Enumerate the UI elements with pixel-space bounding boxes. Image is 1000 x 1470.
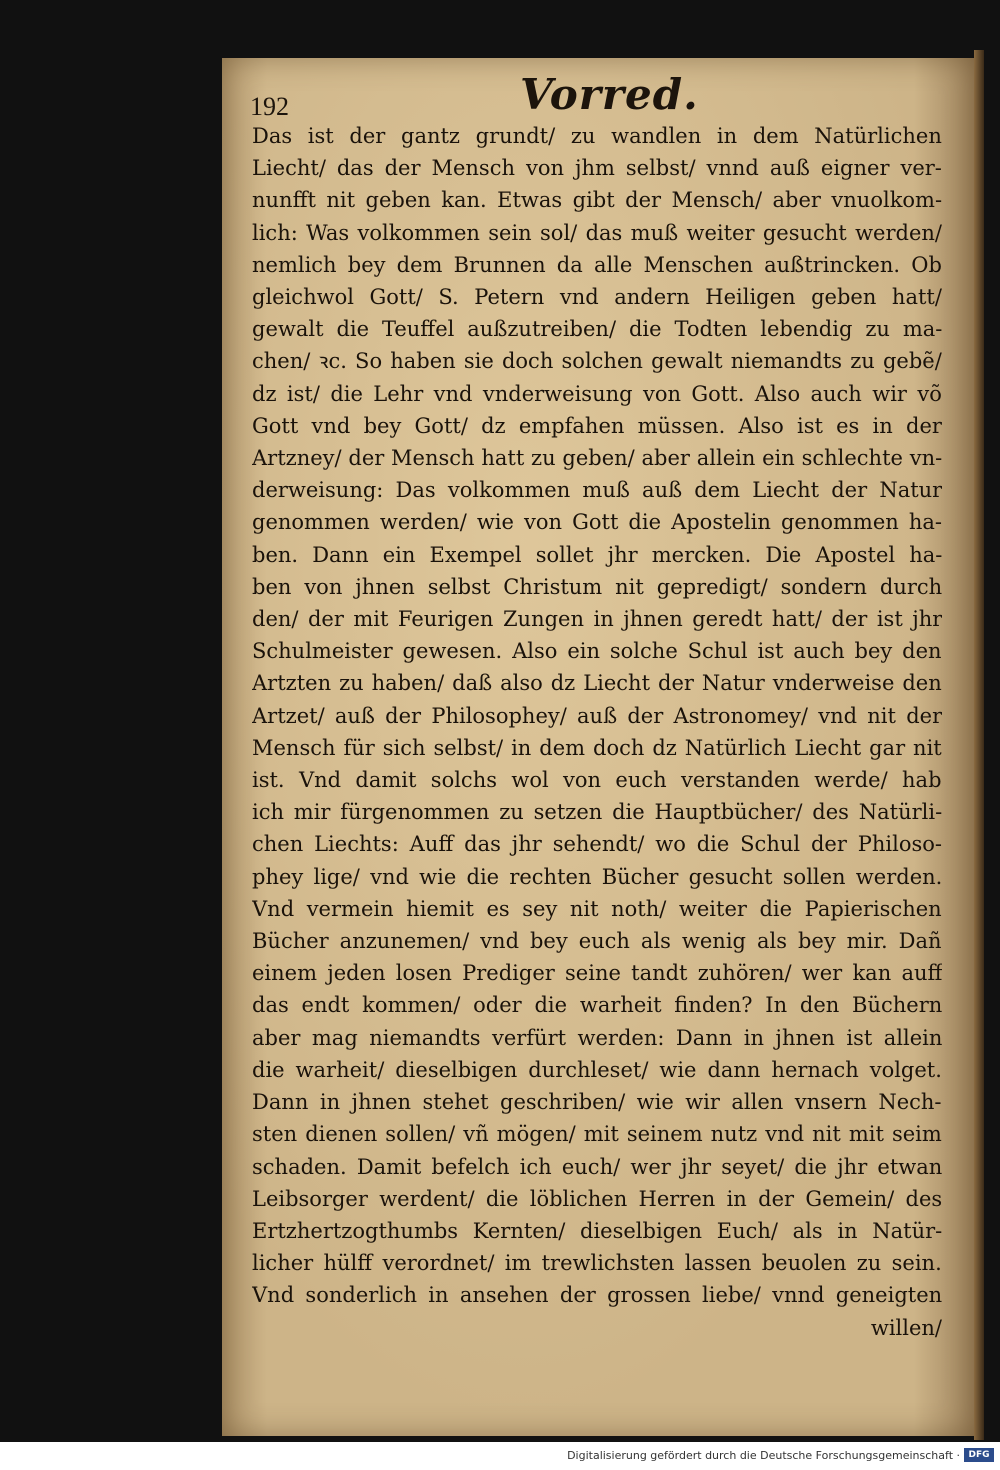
- funding-notice: Digitalisierung gefördert durch die Deutsche Forschungsgemeinschaft ·: [567, 1449, 960, 1462]
- dfg-logo: DFG: [964, 1448, 994, 1462]
- text-line: Bücher anzunemen/ vnd bey euch als wenig als bey mir. Dañ: [252, 929, 942, 954]
- text-line: Mensch für sich selbst/ in dem doch dz Natürlich Liecht gar nit: [252, 735, 942, 760]
- text-line: nemlich bey dem Brunnen da alle Menschen außtrincken. Ob: [252, 252, 942, 277]
- text-line: Ertzhertzogthumbs Kernten/ dieselbigen Euch/ als in Natür-: [252, 1218, 942, 1243]
- text-line: das endt kommen/ oder die warheit finden? In den Büchern: [252, 993, 942, 1018]
- text-line: genommen werden/ wie von Gott die Apostelin genommen ha-: [252, 510, 942, 535]
- text-line: chen Liechts: Auff das jhr sehendt/ wo die Schul der Philoso-: [252, 832, 942, 857]
- running-head: Vorred.: [520, 70, 699, 119]
- text-line: Das ist der gantz grundt/ zu wandlen in dem Natürlichen: [252, 124, 942, 148]
- catchword: willen/: [870, 1315, 942, 1340]
- text-line: einem jeden losen Prediger seine tandt zuhören/ wer kan auff: [252, 961, 942, 986]
- text-line: Vnd vermein hiemit es sey nit noth/ weiter die Papierischen: [252, 896, 942, 921]
- text-line: gleichwol Gott/ S. Petern vnd andern Heiligen geben hatt/: [252, 285, 942, 310]
- page-number: 192: [250, 92, 289, 121]
- text-line: Liecht/ das der Mensch von jhm selbst/ vnnd auß eigner ver-: [252, 156, 942, 181]
- text-line: schaden. Damit befelch ich euch/ wer jhr seyet/ die jhr etwan: [252, 1154, 942, 1179]
- text-line: lich: Was volkommen sein sol/ das muß weiter gesucht werden/: [252, 220, 942, 245]
- text-line: Dann in jhnen stehet geschriben/ wie wir allen vnsern Nech-: [252, 1090, 942, 1115]
- text-line: nunfft nit geben kan. Etwas gibt der Mensch/ aber vnuolkom-: [252, 188, 942, 213]
- text-line: Artzney/ der Mensch hatt zu geben/ aber allein ein schlechte vn-: [252, 446, 942, 471]
- text-line: ben. Dann ein Exempel sollet jhr mercken. Die Apostel ha-: [252, 542, 942, 567]
- text-line: Vnd sonderlich in ansehen der grossen liebe/ vnnd geneigten: [252, 1283, 942, 1308]
- text-line: Schulmeister gewesen. Also ein solche Schul ist auch bey den: [252, 639, 942, 664]
- text-line: phey lige/ vnd wie die rechten Bücher gesucht sollen werden.: [252, 864, 942, 889]
- footer: [0, 1442, 1000, 1470]
- text-line: aber mag niemandts verfürt werden: Dann in jhnen ist allein: [252, 1025, 942, 1050]
- body-text: [252, 120, 942, 1344]
- text-line: gewalt die Teuffel außzutreiben/ die Todten lebendig zu ma-: [252, 317, 942, 342]
- text-line: Artzet/ auß der Philosophey/ auß der Astronomey/ vnd nit der: [252, 703, 942, 728]
- text-line: ist. Vnd damit solchs wol von euch verstanden werde/ hab: [252, 768, 942, 793]
- text-line: ben von jhnen selbst Christum nit gepredigt/ sondern durch: [252, 574, 942, 599]
- text-line: chen/ ꝛc. So haben sie doch solchen gewalt niemandts zu gebẽ/: [252, 349, 942, 374]
- text-line: licher hülff verordnet/ im trewlichsten lassen beuolen zu sein.: [252, 1251, 942, 1276]
- text-line: sten dienen sollen/ vñ mögen/ mit seinem nutz vnd nit mit seim: [252, 1122, 942, 1147]
- text-line: die warheit/ dieselbigen durchleset/ wie dann hernach volget.: [252, 1057, 942, 1082]
- text-line: den/ der mit Feurigen Zungen in jhnen geredt hatt/ der ist jhr: [252, 607, 942, 632]
- text-line: Artzten zu haben/ daß also dz Liecht der Natur vnderweise den: [252, 671, 942, 696]
- text-line: dz ist/ die Lehr vnd vnderweisung von Gott. Also auch wir võ: [252, 381, 942, 406]
- text-line: Leibsorger werdent/ die löblichen Herren in der Gemein/ des: [252, 1186, 942, 1211]
- text-line: ich mir fürgenommen zu setzen die Hauptbücher/ des Natürli-: [252, 800, 942, 825]
- page-edge: [974, 50, 984, 1440]
- text-line: derweisung: Das volkommen muß auß dem Liecht der Natur: [252, 478, 942, 503]
- text-line: Gott vnd bey Gott/ dz empfahen müssen. Also ist es in der: [252, 413, 942, 438]
